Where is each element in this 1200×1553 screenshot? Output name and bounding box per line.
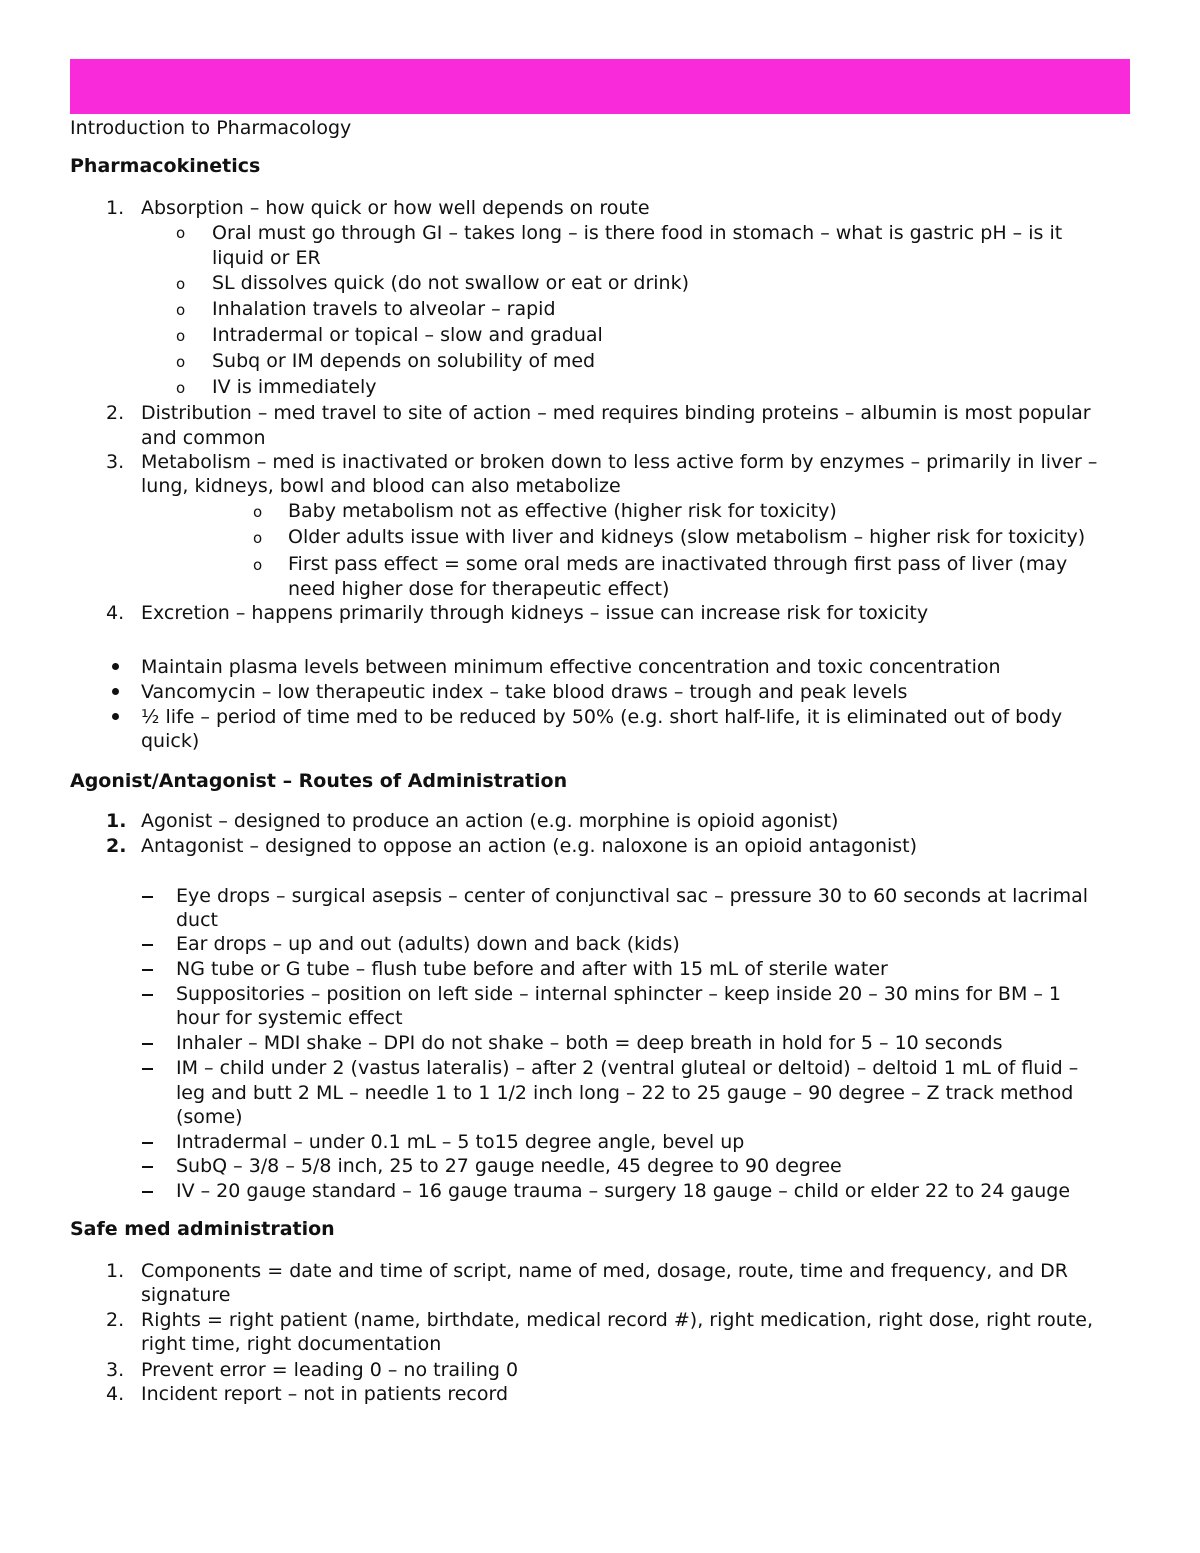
bullet-item-text: ½ life – period of time med to be reduced by 50% (e.g. short half-life, it is eliminated out of body (141, 706, 1063, 728)
dash-marker (142, 994, 153, 996)
list-item-text: signature (141, 1284, 231, 1306)
sub-bullet-marker: o (176, 379, 186, 397)
dash-item-text: SubQ – 3/8 – 5/8 inch, 25 to 27 gauge needle, 45 degree to 90 degree (176, 1155, 842, 1177)
list-item-text: Agonist – designed to produce an action (e.g. morphine is opioid agonist) (141, 810, 839, 832)
dash-marker (142, 1166, 153, 1168)
bullet-item-text: Maintain plasma levels between minimum effective concentration and toxic concentration (141, 656, 1001, 678)
section-heading-agonist: Agonist/Antagonist – Routes of Administration (70, 770, 568, 792)
dash-marker (142, 969, 153, 971)
dash-item-text: duct (176, 909, 218, 931)
list-number: 1. (106, 197, 125, 219)
dash-item-text: IV – 20 gauge standard – 16 gauge trauma – surgery 18 gauge – child or elder 22 to 24 gauge (176, 1180, 1071, 1202)
sub-bullet-marker: o (176, 224, 186, 242)
sub-bullet-marker: o (253, 503, 263, 521)
list-item-text: and common (141, 427, 266, 449)
document-title: Introduction to Pharmacology (70, 117, 352, 139)
sub-bullet-marker: o (176, 353, 186, 371)
sub-bullet-marker: o (176, 327, 186, 345)
sub-item-text: Baby metabolism not as effective (higher risk for toxicity) (288, 500, 837, 522)
dash-item-text: Inhaler – MDI shake – DPI do not shake – both = deep breath in hold for 5 – 10 seconds (176, 1032, 1003, 1054)
dash-marker (142, 896, 153, 898)
bullet-item-text: quick) (141, 730, 200, 752)
list-number: 2. (106, 402, 125, 424)
list-item-text: Components = date and time of script, name of med, dosage, route, time and frequency, and DR (141, 1260, 1068, 1282)
bullet-item-text: Vancomycin – low therapeutic index – take blood draws – trough and peak levels (141, 681, 908, 703)
list-number: 2. (106, 1309, 125, 1331)
dash-item-text: IM – child under 2 (vastus lateralis) – after 2 (ventral gluteal or deltoid) – deltoid 1 mL of fluid – (176, 1057, 1079, 1079)
list-number: 4. (106, 602, 125, 624)
dash-marker (142, 1043, 153, 1045)
list-number: 1. (106, 810, 127, 832)
list-item-text: Incident report – not in patients record (141, 1383, 509, 1405)
dash-marker (142, 944, 153, 946)
list-item-text: right time, right documentation (141, 1333, 442, 1355)
dash-marker (142, 1142, 153, 1144)
sub-item-text: Subq or IM depends on solubility of med (212, 350, 596, 372)
list-item-text: Metabolism – med is inactivated or broken down to less active form by enzymes – primarily in liver – (141, 451, 1098, 473)
list-item-text: Excretion – happens primarily through kidneys – issue can increase risk for toxicity (141, 602, 929, 624)
list-item-text: Antagonist – designed to oppose an action (e.g. naloxone is an opioid antagonist) (141, 835, 918, 857)
list-number: 3. (106, 1359, 125, 1381)
list-item-text: Absorption – how quick or how well depends on route (141, 197, 650, 219)
list-item-text: Prevent error = leading 0 – no trailing 0 (141, 1359, 519, 1381)
dash-marker (142, 1068, 153, 1070)
dash-item-text: Ear drops – up and out (adults) down and back (kids) (176, 933, 680, 955)
dash-item-text: Suppositories – position on left side – internal sphincter – keep inside 20 – 30 mins for BM – 1 (176, 983, 1062, 1005)
bullet-dot (112, 688, 119, 695)
sub-bullet-marker: o (176, 301, 186, 319)
section-heading-pharmacokinetics: Pharmacokinetics (70, 155, 261, 177)
list-number: 3. (106, 451, 125, 473)
sub-bullet-marker: o (176, 275, 186, 293)
list-number: 4. (106, 1383, 125, 1405)
dash-item-text: leg and butt 2 ML – needle 1 to 1 1/2 inch long – 22 to 25 gauge – 90 degree – Z track method (176, 1082, 1074, 1104)
dash-item-text: Eye drops – surgical asepsis – center of conjunctival sac – pressure 30 to 60 seconds at lacrimal (176, 885, 1089, 907)
list-item-text: Distribution – med travel to site of action – med requires binding proteins – albumin is most popular (141, 402, 1091, 424)
sub-item-text: Older adults issue with liver and kidneys (slow metabolism – higher risk for toxicity) (288, 526, 1086, 548)
sub-item-text: liquid or ER (212, 247, 321, 269)
list-number: 1. (106, 1260, 125, 1282)
dash-item-text: Intradermal – under 0.1 mL – 5 to15 degree angle, bevel up (176, 1131, 745, 1153)
dash-item-text: NG tube or G tube – flush tube before and after with 15 mL of sterile water (176, 958, 888, 980)
bullet-dot (112, 713, 119, 720)
sub-item-text: First pass effect = some oral meds are inactivated through first pass of liver (may (288, 553, 1068, 575)
dash-item-text: (some) (176, 1106, 243, 1128)
sub-bullet-marker: o (253, 529, 263, 547)
header-banner (70, 59, 1130, 114)
sub-bullet-marker: o (253, 556, 263, 574)
sub-item-text: SL dissolves quick (do not swallow or eat or drink) (212, 272, 689, 294)
dash-marker (142, 1191, 153, 1193)
sub-item-text: Intradermal or topical – slow and gradual (212, 324, 603, 346)
sub-item-text: Inhalation travels to alveolar – rapid (212, 298, 556, 320)
sub-item-text: Oral must go through GI – takes long – is there food in stomach – what is gastric pH – is it (212, 222, 1063, 244)
list-item-text: lung, kidneys, bowl and blood can also metabolize (141, 475, 621, 497)
dash-item-text: hour for systemic effect (176, 1007, 403, 1029)
sub-item-text: need higher dose for therapeutic effect) (288, 578, 670, 600)
sub-item-text: IV is immediately (212, 376, 377, 398)
list-item-text: Rights = right patient (name, birthdate, medical record #), right medication, right dose, right route, (141, 1309, 1094, 1331)
list-number: 2. (106, 835, 127, 857)
bullet-dot (112, 663, 119, 670)
section-heading-safe-med: Safe med administration (70, 1218, 335, 1240)
